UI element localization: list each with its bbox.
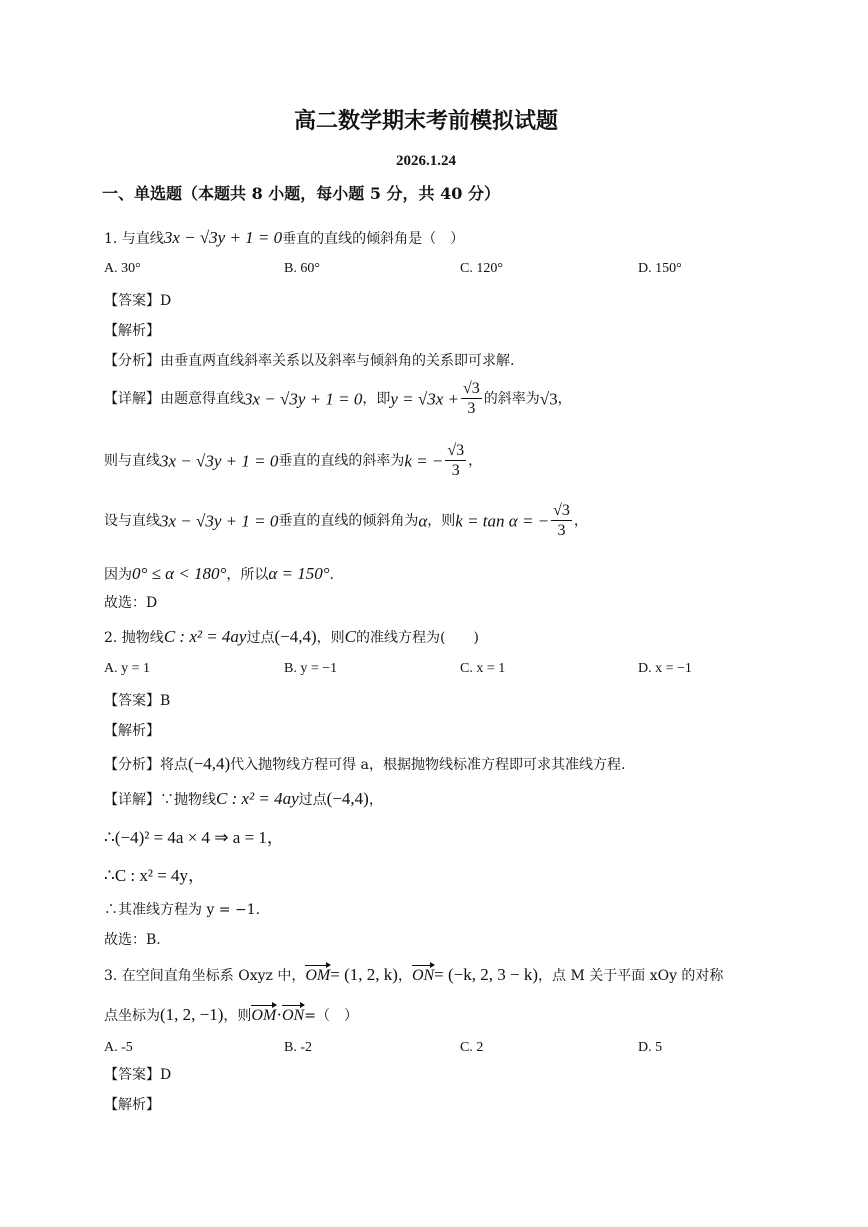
q3-option-d: D. 5 <box>638 1040 663 1055</box>
q2-choose: 故选：B. <box>104 932 161 948</box>
vector-om: OM <box>251 1007 277 1024</box>
q1-option-c: C. 120° <box>460 261 503 276</box>
q3-option-c: C. 2 <box>460 1040 484 1055</box>
q1-detail-line4: 因为0° ≤ α < 180°，所以α = 150°. <box>104 564 334 583</box>
q2-detail-line3: ∴C : x² = 4y， <box>104 866 206 885</box>
q3-option-b: B. -2 <box>284 1040 312 1055</box>
q2-option-c: C. x = 1 <box>460 661 506 676</box>
q1-answer: 【答案】D <box>104 293 172 309</box>
vector-om: OM <box>305 967 331 984</box>
q2-analysis-label: 【解析】 <box>104 723 160 739</box>
q2-detail-line4: ∴其准线方程为 y = −1. <box>104 902 261 918</box>
q1-stem: 1. 与直线3x − √3y + 1 = 0垂直的直线的倾斜角是（ ） <box>104 228 465 247</box>
q1-choose: 故选：D <box>104 595 158 611</box>
q1-option-d: D. 150° <box>638 261 682 276</box>
fraction: $\frac{√3}{3}$ <box>553 502 570 539</box>
q2-fenxi: 【分析】将点(−4,4)代入抛物线方程可得 a，根据抛物线标准方程即可求其准线方程. <box>104 754 626 773</box>
q2-detail-line1: 【详解】∵抛物线C : x² = 4ay过点(−4,4)， <box>104 789 383 808</box>
section-heading: 一、单选题（本题共 8 小题，每小题 5 分，共 40 分） <box>102 184 500 203</box>
fraction: $\frac{√3}{3}$ <box>462 380 480 417</box>
q2-detail-line2: ∴(−4)² = 4a × 4 ⇒ a = 1， <box>104 828 284 847</box>
q3-stem-line1: 3. 在空间直角坐标系 Oxyz 中，OM= (1, 2, k)，ON= (−k, 2, 3 − k)，点 M 关于平面 xOy 的对称 <box>104 965 724 984</box>
q2-option-a: A. y = 1 <box>104 661 151 676</box>
q3-option-a: A. -5 <box>104 1040 133 1055</box>
q1-fenxi: 【分析】由垂直两直线斜率关系以及斜率与倾斜角的关系即可求解. <box>104 353 515 369</box>
q1-option-b: B. 60° <box>284 261 320 276</box>
q3-stem-line2: 点坐标为(1, 2, −1)，则OM·ON=（ ） <box>104 1005 358 1024</box>
q2-option-d: D. x = −1 <box>638 661 692 676</box>
exam-date: 2026.1.24 <box>396 153 456 169</box>
vector-on: ON <box>281 1007 305 1024</box>
vector-on: ON <box>411 967 435 984</box>
q1-analysis-label: 【解析】 <box>104 323 160 339</box>
q3-analysis-label: 【解析】 <box>104 1097 160 1113</box>
q1-detail-line2: 则与直线3x − √3y + 1 = 0垂直的直线的斜率为k = − $\frac{√3}{3}$ ， <box>104 442 483 479</box>
q3-answer: 【答案】D <box>104 1067 172 1083</box>
fraction: $\frac{√3}{3}$ <box>447 442 465 479</box>
page-title: 高二数学期末考前模拟试题 <box>294 108 559 134</box>
q2-option-b: B. y = −1 <box>284 661 338 676</box>
q2-answer: 【答案】B <box>104 693 171 709</box>
q1-option-a: A. 30° <box>104 261 141 276</box>
q1-detail-line3: 设与直线3x − √3y + 1 = 0垂直的直线的倾斜角为α，则k = tan α = − $\frac{√3}{3}$ ， <box>104 502 588 539</box>
q2-stem: 2. 抛物线C : x² = 4ay过点(−4,4)，则C的准线方程为( ) <box>104 627 479 646</box>
q1-detail-line1: 【详解】由题意得直线3x − √3y + 1 = 0，即y = √3x + $\frac{√3}{3}$ 的斜率为√3， <box>104 380 572 417</box>
